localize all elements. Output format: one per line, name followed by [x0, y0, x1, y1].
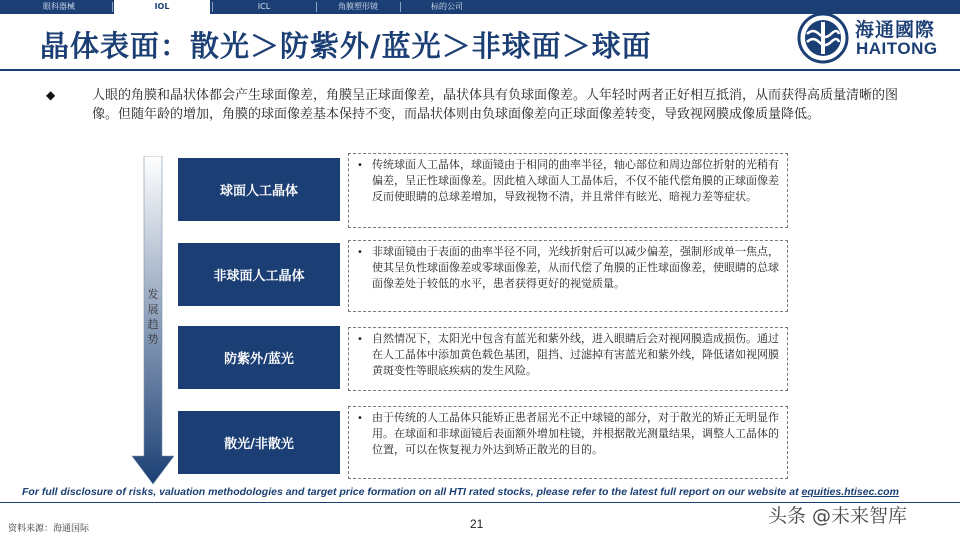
- disclosure-text: For full disclosure of risks, valuation methodologies and target price formation on all HTI rated stocks, please refer to the latest full report on our website at: [22, 486, 802, 498]
- row-bullet: •: [357, 247, 363, 258]
- trend-label: 发展趋势: [147, 288, 159, 346]
- row-bullet: •: [357, 334, 363, 345]
- disclosure-notice: [22, 486, 952, 498]
- page-number: 21: [470, 517, 484, 531]
- nav-divider: [316, 2, 317, 12]
- row-label-uv-blue-light: 防紫外/蓝光: [178, 326, 340, 389]
- nav-tab-ortho-k[interactable]: 角膜塑形镜: [338, 2, 378, 11]
- nav-tab-iol[interactable]: IOL: [114, 0, 210, 14]
- haitong-logo-icon: [797, 12, 849, 64]
- row-bullet: •: [357, 413, 363, 424]
- watermark: 头条 @未来智库: [768, 505, 908, 527]
- row-description-text: 非球面镜由于表面的曲率半径不同，光线折射后可以减少偏差，强制形成单一焦点，使其呈负性球面像差或零球面像差，从而代偿了角膜的正性球面像差，使眼睛的总球面像差处于较低的水平，患者获得更好的视觉质量。: [372, 245, 779, 290]
- row-label-spherical-iol: 球面人工晶体: [178, 158, 340, 221]
- row-description-toric: [348, 406, 788, 479]
- nav-divider: [112, 2, 113, 12]
- logo-name-cn: 海通國際: [855, 19, 936, 41]
- row-description-text: 由于传统的人工晶体只能矫正患者屈光不正中球镜的部分，对于散光的矫正无明显作用。在球面和非球面镜后表面额外增加柱镜，并根据散光测量结果，调整人工晶体的位置，可以在恢复视力外达到矫正散光的目的。: [372, 411, 779, 456]
- row-description-text: 传统球面人工晶体，球面镜由于相同的曲率半径，轴心部位和周边部位折射的光稍有偏差，呈正性球面像差。因此植入球面人工晶体后，不仅不能代偿角膜的正球面像差反而使眼睛的总球差增加，导致视物不清，并且常伴有眩光、暗视力差等症状。: [372, 158, 779, 203]
- row-label-aspheric-iol: 非球面人工晶体: [178, 243, 340, 306]
- disclosure-website-link[interactable]: equities.htisec.com: [801, 486, 899, 498]
- nav-divider: [212, 2, 213, 12]
- row-description-aspheric-iol: [348, 240, 788, 312]
- source-note: 资料来源：海通国际: [8, 524, 90, 534]
- row-description-uv-blue-light: [348, 327, 788, 391]
- row-description-text: 自然情况下，太阳光中包含有蓝光和紫外线，进入眼睛后会对视网膜造成损伤。通过在人工晶体中添加黄色载色基团，阻挡、过滤掉有害蓝光和紫外线，降低诸如视网膜黄斑变性等眼底疾病的发生风险。: [372, 332, 779, 377]
- intro-bullet: ◆: [46, 88, 56, 102]
- title-divider: [0, 69, 960, 71]
- nav-tab-ophthalmic-devices[interactable]: 眼科器械: [43, 2, 75, 11]
- nav-tab-icl[interactable]: ICL: [257, 2, 271, 11]
- row-description-spherical-iol: [348, 153, 788, 228]
- nav-tab-target-companies[interactable]: 标的公司: [431, 2, 463, 11]
- row-label-toric: 散光/非散光: [178, 411, 340, 474]
- nav-divider: [400, 2, 401, 12]
- intro-paragraph: 人眼的角膜和晶状体都会产生球面像差，角膜呈正球面像差，晶状体具有负球面像差。人年轻时两者正好相互抵消，从而获得高质量清晰的图像。但随年龄的增加，角膜的球面像差基本保持不变，而晶状体则由负球面像差向正球面像差转变，导致视网膜成像质量降低。: [92, 88, 899, 122]
- logo-name-en: HAITONG: [856, 39, 938, 58]
- row-bullet: •: [357, 160, 363, 171]
- page-title: 晶体表面：散光＞防紫外/蓝光＞非球面＞球面: [40, 29, 652, 63]
